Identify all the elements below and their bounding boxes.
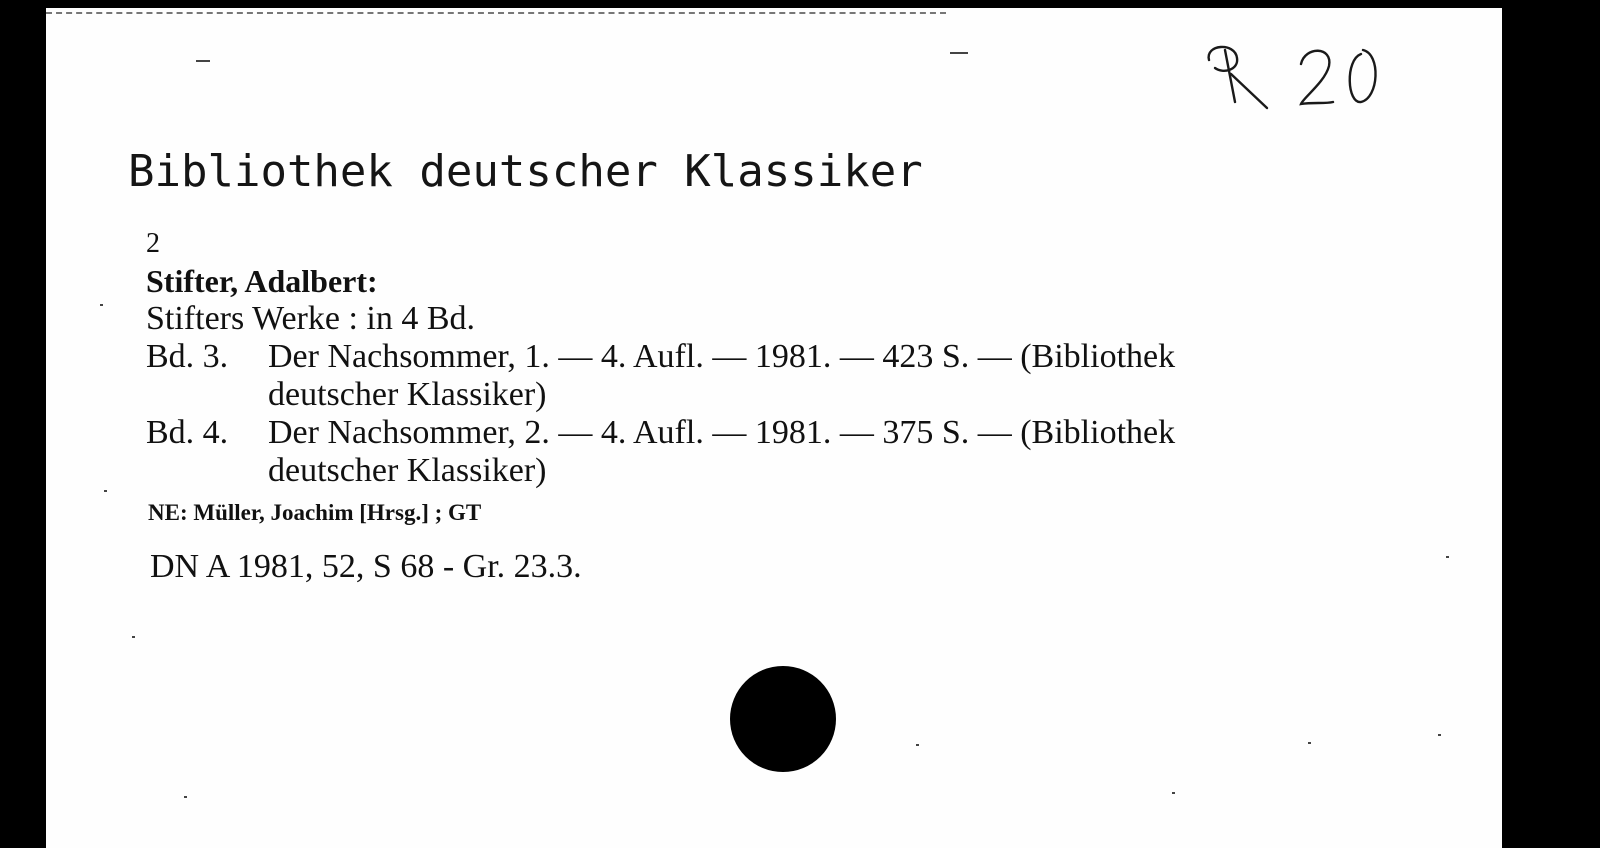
series-heading: Bibliothek deutscher Klassiker xyxy=(128,146,923,197)
volume-description-continued: deutscher Klassiker) xyxy=(268,376,547,413)
speck xyxy=(196,60,210,62)
volume-number: 2 xyxy=(146,228,160,259)
handwritten-shelfmark xyxy=(1201,38,1401,118)
card-top-edge xyxy=(46,12,946,14)
volume-description-continued: deutscher Klassiker) xyxy=(268,452,547,489)
speck xyxy=(1438,734,1441,736)
bibliography-reference: DN A 1981, 52, S 68 - Gr. 23.3. xyxy=(150,548,582,585)
author-line: Stifter, Adalbert: xyxy=(146,263,378,299)
volume-entry xyxy=(146,338,1175,414)
added-entries-line: NE: Müller, Joachim [Hrsg.] ; GT xyxy=(148,500,482,525)
card-body xyxy=(146,226,1175,586)
volume-entry xyxy=(146,414,1175,490)
work-title: Stifters Werke : in 4 Bd. xyxy=(146,300,476,337)
speck xyxy=(950,52,968,54)
punch-hole xyxy=(730,666,836,772)
speck xyxy=(132,636,135,638)
volume-description: Der Nachsommer, 2. — 4. Aufl. — 1981. — 375 S. — (Bibliothek xyxy=(268,414,1176,451)
catalog-card xyxy=(46,8,1502,848)
speck xyxy=(184,796,187,798)
speck xyxy=(1172,792,1175,794)
handwritten-shelfmark-drawing xyxy=(1201,38,1401,118)
volume-label: Bd. 3. xyxy=(146,338,229,375)
speck xyxy=(104,490,107,492)
speck xyxy=(916,744,919,746)
volume-label: Bd. 4. xyxy=(146,414,229,451)
speck xyxy=(100,304,103,306)
speck xyxy=(1308,742,1311,744)
volume-description: Der Nachsommer, 1. — 4. Aufl. — 1981. — 423 S. — (Bibliothek xyxy=(268,338,1176,375)
speck xyxy=(1446,556,1449,558)
